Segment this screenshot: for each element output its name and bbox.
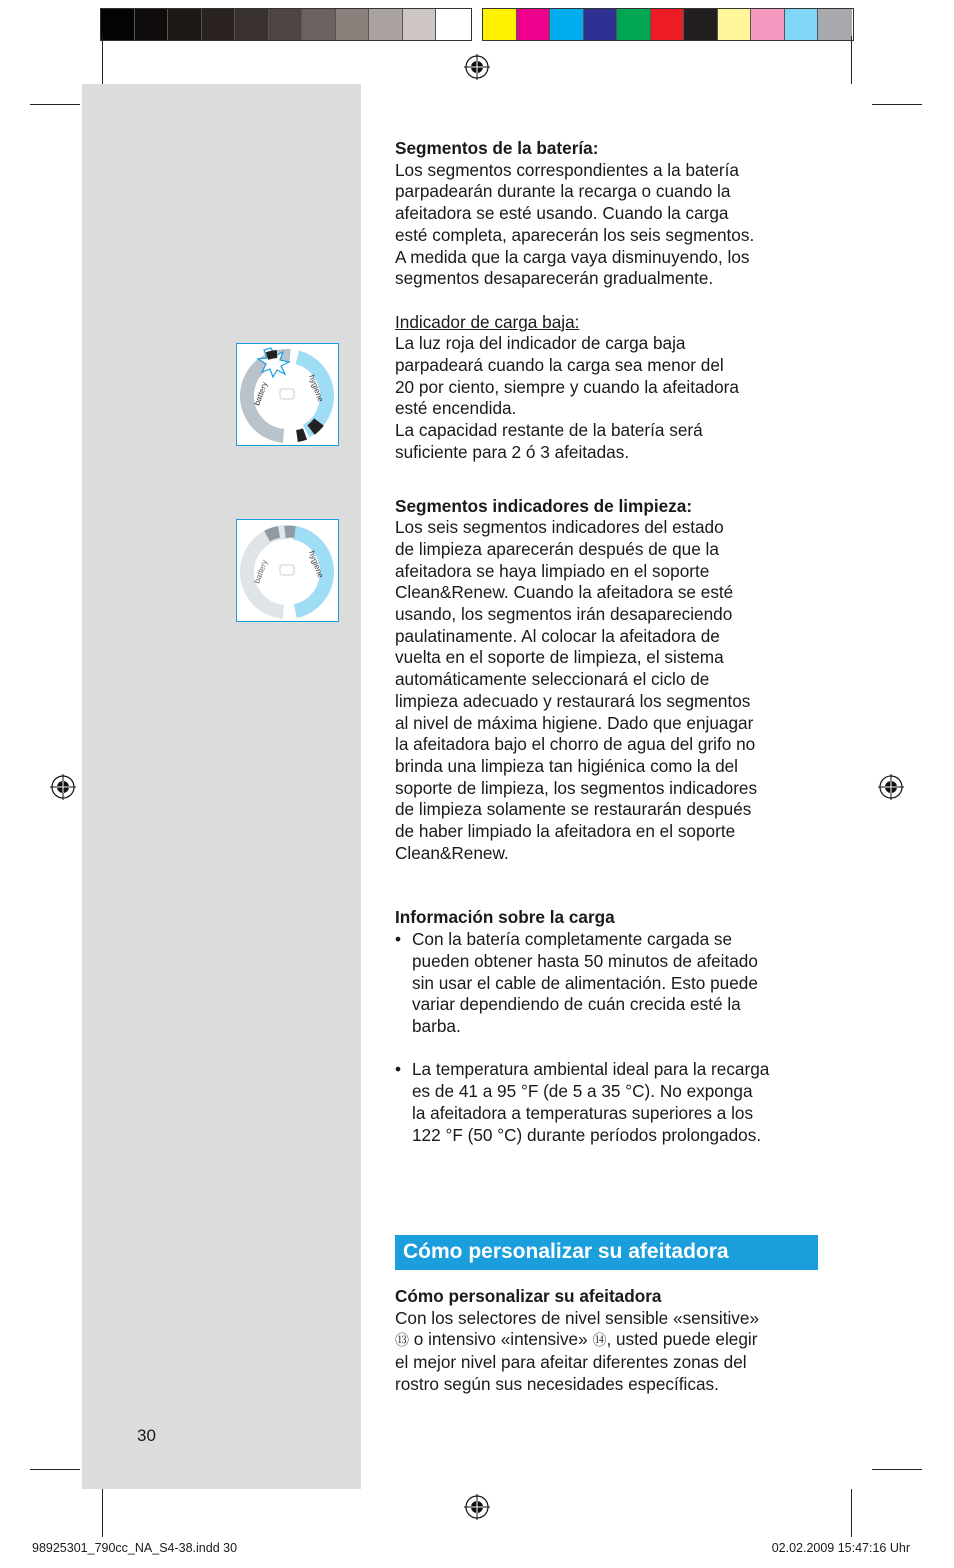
text-line: de limpieza solamente se restaurarán después <box>395 799 752 820</box>
text-line: sin usar el cable de alimentación. Esto puede <box>412 972 758 993</box>
text-line: limpieza adecuado y restaurará los segmentos <box>395 690 751 711</box>
color-swatch <box>369 9 403 40</box>
text-line: soporte de limpieza, los segmentos indicadores <box>395 777 758 798</box>
text-line: • Con la batería completamente cargada se <box>412 929 733 950</box>
text-line: es de 41 a 95 °F (de 5 a 35 °C). No exponga <box>412 1081 753 1102</box>
footer-file-info: 98925301_790cc_NA_S4-38.indd 30 <box>32 1541 238 1555</box>
color-swatch <box>202 9 236 40</box>
text-line: La capacidad restante de la batería será <box>395 420 703 441</box>
text-line: la afeitadora bajo el chorro de agua del grifo no <box>395 734 756 755</box>
reference-number-13: ⑬ <box>395 1332 409 1349</box>
text-line: automáticamente seleccionará el ciclo de <box>395 669 710 690</box>
charge-info-heading: Información sobre la carga <box>395 907 615 928</box>
crop-mark <box>851 36 852 84</box>
main-text-column <box>395 138 820 1146</box>
color-swatch <box>403 9 437 40</box>
personalize-line: ⑬ o intensivo «intensive» ⑭, usted puede elegir <box>395 1329 758 1350</box>
personalize-heading: Cómo personalizar su afeitadora <box>395 1286 662 1306</box>
display-ring-icon <box>237 344 337 444</box>
color-swatch <box>101 9 135 40</box>
battery-paragraph <box>395 160 820 290</box>
color-swatch <box>235 9 269 40</box>
text-line: de limpieza aparecerán después de que la <box>395 538 719 559</box>
text-line: • La temperatura ambiental ideal para la recarga <box>412 1059 770 1080</box>
color-swatch <box>684 9 718 40</box>
charge-info-bullet <box>395 929 820 1038</box>
text-line: suficiente para 2 ó 3 afeitadas. <box>395 441 630 462</box>
grayscale-calibration-bar <box>100 8 472 41</box>
color-swatch <box>584 9 618 40</box>
page-number: 30 <box>137 1426 156 1445</box>
color-swatch <box>436 9 470 40</box>
text-line: la afeitadora a temperaturas superiores a los <box>412 1102 754 1123</box>
text-line: vuelta en el soporte de limpieza, el sistema <box>395 647 724 668</box>
crop-mark <box>30 104 80 105</box>
color-swatch <box>651 9 685 40</box>
crop-mark <box>30 1469 80 1470</box>
crop-mark <box>851 1489 852 1537</box>
color-swatch <box>336 9 370 40</box>
registration-mark-icon <box>464 54 490 80</box>
color-swatch <box>483 9 517 40</box>
text-line: paulatinamente. Al colocar la afeitadora de <box>395 625 720 646</box>
crop-mark <box>872 104 922 105</box>
color-swatch <box>617 9 651 40</box>
color-swatch <box>269 9 303 40</box>
svg-text:battery: battery <box>252 380 270 407</box>
text-line: brinda una limpieza tan higiénica como la del <box>395 755 739 776</box>
section-title-bar <box>395 1235 818 1270</box>
text-line: afeitadora se esté usando. Cuando la carga <box>395 203 729 224</box>
text-line: barba. <box>412 1016 461 1036</box>
cleaning-heading: Segmentos indicadores de limpieza: <box>395 495 693 516</box>
battery-heading: Segmentos de la batería: <box>395 138 599 158</box>
text-line: esté completa, aparecerán los seis segmentos. <box>395 224 755 245</box>
text-line: variar dependiendo de cuán crecida esté la <box>412 994 741 1015</box>
text-line: La luz roja del indicador de carga baja <box>395 333 686 354</box>
text-line: Los seis segmentos indicadores del estado <box>395 517 724 538</box>
sidebar-column <box>82 84 361 1489</box>
color-swatch <box>718 9 752 40</box>
personalize-section <box>395 1286 820 1396</box>
cleaning-paragraph <box>395 517 820 864</box>
charge-info-bullet <box>395 1059 820 1146</box>
svg-text:hygiene: hygiene <box>307 549 326 580</box>
text-line: parpadeará cuando la carga sea menor del <box>395 355 724 376</box>
display-ring-icon <box>237 520 337 620</box>
text-line: Clean&Renew. <box>395 842 509 863</box>
color-swatch <box>168 9 202 40</box>
low-charge-heading: Indicador de carga baja: <box>395 311 580 332</box>
text-line: 122 °F (50 °C) durante períodos prolongados. <box>412 1124 762 1145</box>
text-line: pueden obtener hasta 50 minutos de afeitado <box>412 950 758 971</box>
color-swatch <box>751 9 785 40</box>
personalize-line: el mejor nivel para afeitar diferentes zonas del <box>395 1352 747 1373</box>
color-swatch <box>785 9 819 40</box>
text-line: Clean&Renew. Cuando la afeitadora se esté <box>395 582 734 603</box>
cleaning-display-figure <box>236 519 339 622</box>
footer-timestamp: 02.02.2009 15:47:16 Uhr <box>771 1541 910 1555</box>
color-swatch <box>302 9 336 40</box>
text-line: A medida que la carga vaya disminuyendo, los <box>395 246 750 267</box>
text-line: usando, los segmentos irán desapareciendo <box>395 604 733 625</box>
text-line: afeitadora se haya limpiado en el soporte <box>395 560 710 581</box>
registration-mark-icon <box>464 1494 490 1520</box>
crop-mark <box>102 1489 103 1537</box>
svg-text:hygiene: hygiene <box>307 373 326 404</box>
color-calibration-bar <box>482 8 854 41</box>
crop-mark <box>102 36 103 84</box>
text-line: esté encendida. <box>395 398 517 419</box>
svg-text:battery: battery <box>252 558 270 585</box>
personalize-line: rostro según sus necesidades específicas. <box>395 1373 719 1394</box>
color-swatch <box>135 9 169 40</box>
registration-mark-icon <box>878 774 904 800</box>
section-title: Cómo personalizar su afeitadora <box>403 1240 729 1263</box>
color-swatch <box>517 9 551 40</box>
text-line: parpadearán durante la recarga o cuando la <box>395 181 731 202</box>
text-line: de haber limpiado la afeitadora en el soporte <box>395 821 736 842</box>
text-line: 20 por ciento, siempre y cuando la afeitadora <box>395 376 739 397</box>
text-line: al nivel de máxima higiene. Dado que enjuagar <box>395 712 754 733</box>
low-battery-display-figure <box>236 343 339 446</box>
low-charge-paragraph <box>395 333 820 463</box>
color-swatch <box>818 9 852 40</box>
text-line: segmentos desaparecerán gradualmente. <box>395 268 714 289</box>
color-swatch <box>550 9 584 40</box>
personalize-line: Con los selectores de nivel sensible «sensitive» <box>395 1307 760 1328</box>
reference-number-14: ⑭ <box>592 1332 607 1349</box>
text-line: Los segmentos correspondientes a la batería <box>395 159 739 180</box>
registration-mark-icon <box>50 774 76 800</box>
crop-mark <box>872 1469 922 1470</box>
